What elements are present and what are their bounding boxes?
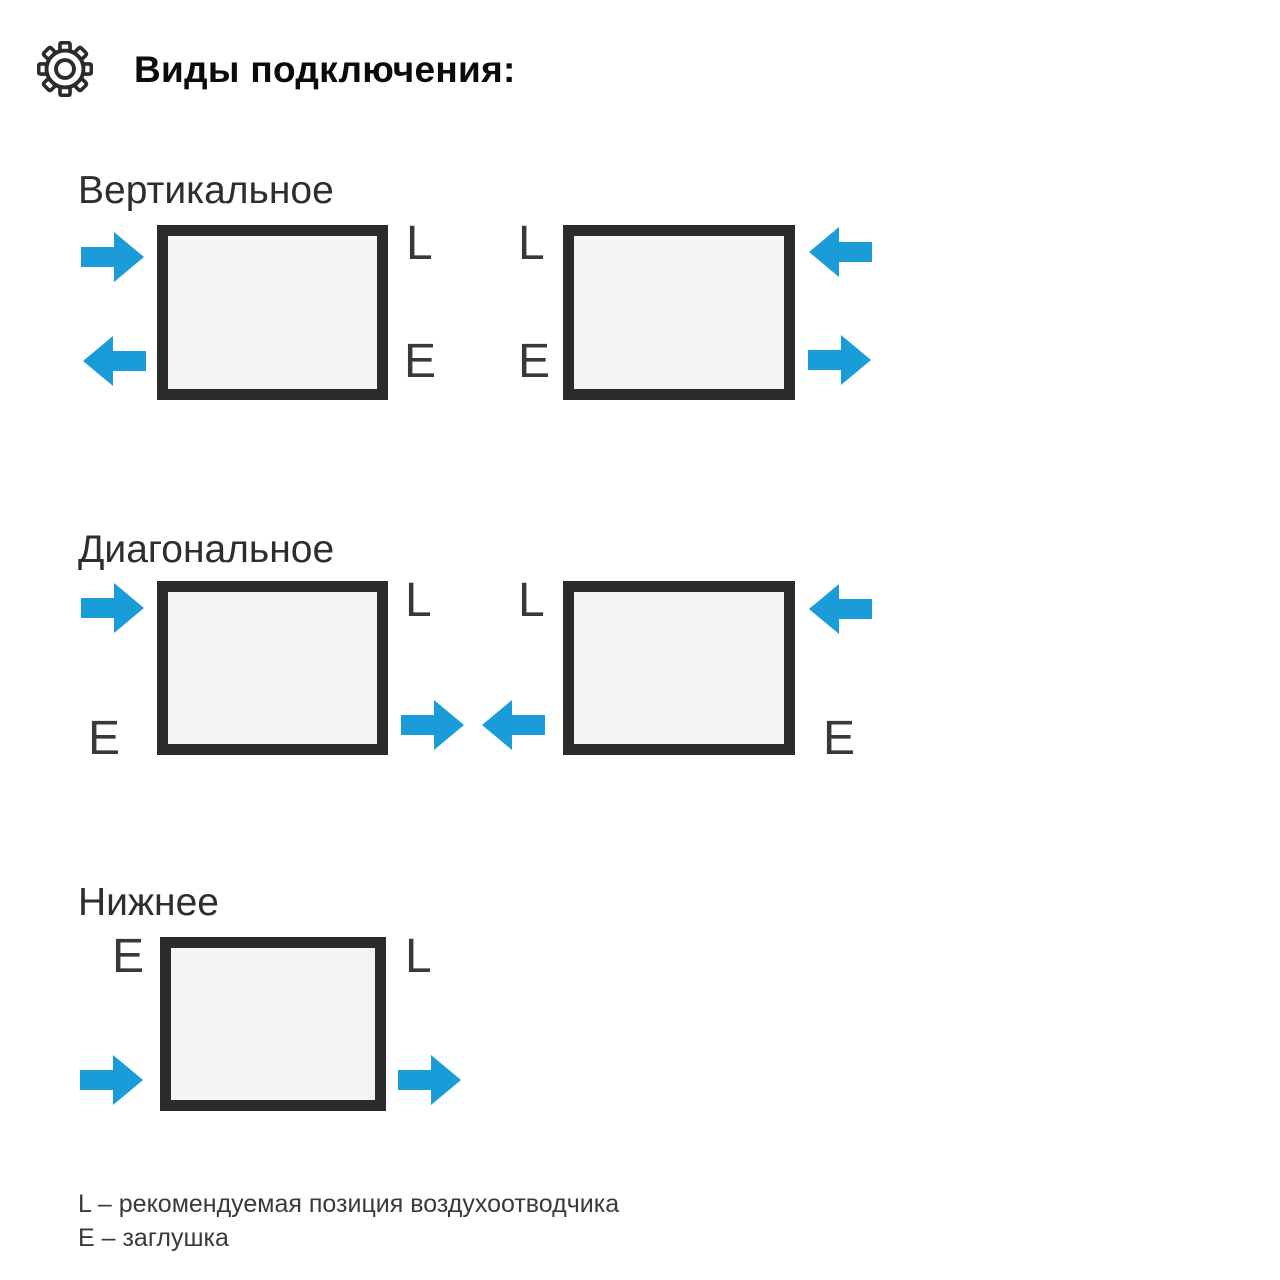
section-title: Диагональное xyxy=(78,528,335,571)
page-title: Виды подключения: xyxy=(134,49,516,90)
plug-label: E xyxy=(823,712,856,765)
air-vent-label: L xyxy=(405,574,432,627)
air-vent-label: L xyxy=(518,574,545,627)
section-title: Вертикальное xyxy=(78,169,334,212)
plug-label: E xyxy=(88,712,121,765)
air-vent-label: L xyxy=(405,930,432,983)
legend-line-plug: E – заглушка xyxy=(78,1224,229,1252)
air-vent-label: L xyxy=(518,217,545,270)
air-vent-label: L xyxy=(406,217,433,270)
plug-label: E xyxy=(404,335,437,388)
plug-label: E xyxy=(518,335,551,388)
section-title: Нижнее xyxy=(78,881,219,924)
legend-line-air-vent: L – рекомендуемая позиция воздухоотводчика xyxy=(78,1190,620,1218)
plug-label: E xyxy=(112,930,145,983)
